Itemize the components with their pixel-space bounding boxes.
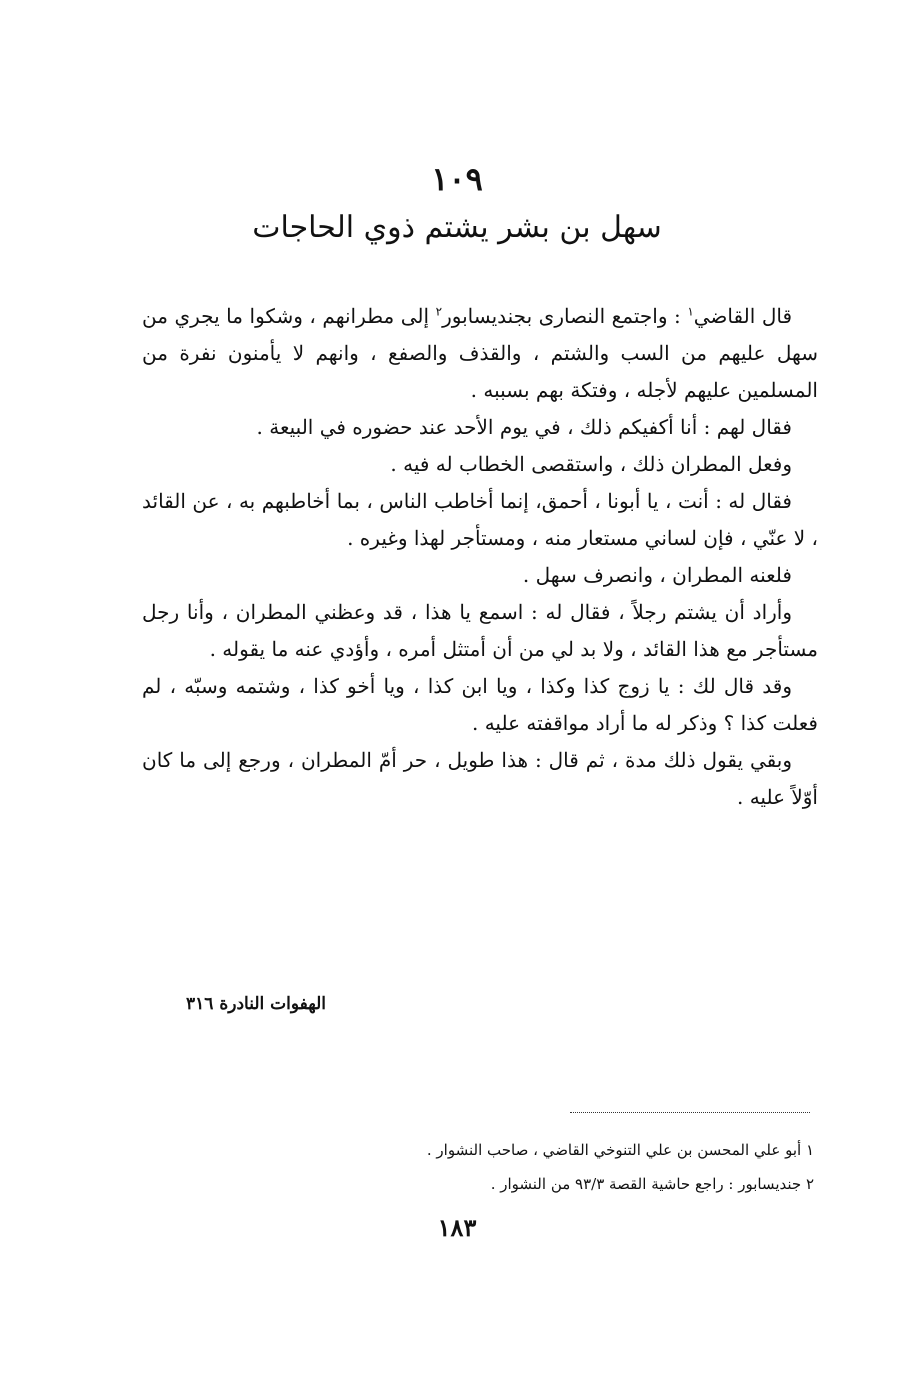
paragraph: فقال له : أنت ، يا أبونا ، أحمق، إنما أخاطب الناس ، بما أخاطبهم به ، عن القائد ، لا عنّي ، فإن لساني مستعار منه ، ومستأجر لهذا وغيره . [142, 489, 818, 550]
paragraph: وقد قال لك : يا زوج كذا وكذا ، ويا ابن كذا ، ويا أخو كذا ، وشتمه وسبّه ، لم فعلت كذا ؟ وذكر له ما أراد مواقفته عليه . [142, 674, 818, 735]
chapter-number: ١٠٩ [431, 160, 483, 198]
footnote: ٢ جنديسابور : راجع حاشية القصة ٩٣/٣ من النشوار . [490, 1175, 814, 1193]
page-number: ١٨٣ [437, 1213, 477, 1242]
paragraph-text: إلى مطرانهم ، وشكوا ما يجري من سهل عليهم من السب والشتم ، والقذف والصفع ، وانهم لا يأمنون نفرة من المسلمين عليهم لأجله ، وفتكة بهم بسببه . [142, 304, 818, 402]
footnote-marker: ١ [687, 304, 694, 319]
footnote-marker: ٢ [435, 304, 443, 319]
source-reference: الهفوات النادرة ٣١٦ [186, 994, 326, 1014]
footnote: ١ أبو علي المحسن بن علي التنوخي القاضي ، صاحب النشوار . [426, 1141, 814, 1159]
footnote-divider [570, 1112, 810, 1113]
footnotes [254, 1133, 814, 1201]
paragraph [142, 298, 818, 409]
paragraph-text: : واجتمع النصارى بجنديسابور [442, 304, 688, 328]
paragraph: وفعل المطران ذلك ، واستقصى الخطاب له فيه . [390, 452, 792, 476]
paragraph: فلعنه المطران ، وانصرف سهل . [522, 563, 792, 587]
paragraph: فقال لهم : أنا أكفيكم ذلك ، في يوم الأحد عند حضوره في البيعة . [256, 415, 792, 439]
main-text [142, 298, 818, 816]
paragraph: وبقي يقول ذلك مدة ، ثم قال : هذا طويل ، حر أمّ المطران ، ورجع إلى ما كان أوّلاً عليه . [142, 748, 818, 809]
chapter-title: سهل بن بشر يشتم ذوي الحاجات [252, 210, 662, 245]
paragraph: وأراد أن يشتم رجلاً ، فقال له : اسمع يا هذا ، قد وعظني المطران ، وأنا رجل مستأجر مع هذا القائد ، ولا بد لي من أن أمتثل أمره ، وأؤدي عنه ما يقوله . [142, 600, 818, 661]
paragraph-text: قال القاضي [693, 304, 793, 328]
